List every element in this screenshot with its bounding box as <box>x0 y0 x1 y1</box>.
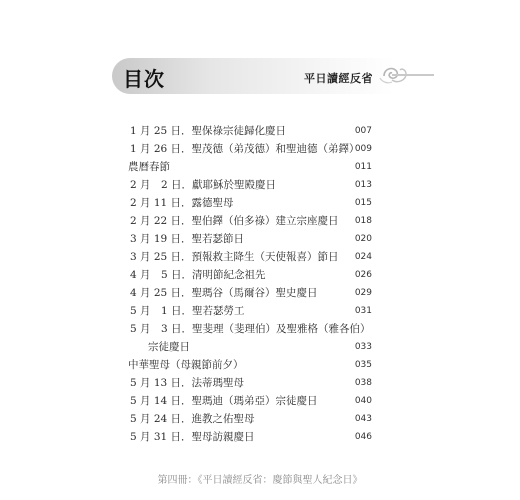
toc-title: 目次 <box>123 67 165 91</box>
toc-entry-page: 043 <box>354 414 372 424</box>
toc-entry-title: 農曆春節 <box>128 161 170 173</box>
toc-entry-title: 2 月 11 日．露德聖母 <box>130 197 234 209</box>
toc-entry-title: 5 月 13 日．法蒂瑪聖母 <box>130 377 245 389</box>
toc-entry[interactable] <box>130 428 372 446</box>
toc-entry-title: 5 月 31 日．聖母訪親慶日 <box>130 431 255 443</box>
toc-entry-title: 2 月 22 日．聖伯鐸（伯多祿）建立宗座慶日 <box>130 215 339 227</box>
toc-entry-page: 007 <box>354 126 372 136</box>
toc-entry[interactable] <box>130 140 372 158</box>
toc-entry[interactable] <box>128 356 372 374</box>
toc-entry[interactable] <box>130 320 372 338</box>
toc-entry-page: 024 <box>354 252 372 262</box>
series-title: 平日讀經反省 <box>304 72 373 85</box>
page-footer: 第四冊：《平日讀經反省：慶節與聖人紀念日》 <box>157 475 363 486</box>
toc-entry[interactable] <box>130 248 372 266</box>
toc-entry-title: 2 月 2 日．獻耶穌於聖殿慶日 <box>130 179 277 191</box>
toc-entry-title: 宗徒慶日 <box>148 341 190 353</box>
toc-entry-page: 009 <box>354 144 372 154</box>
toc-entry-page: 020 <box>354 234 372 244</box>
toc-entry-page: 035 <box>354 360 372 370</box>
toc-entry[interactable] <box>130 176 372 194</box>
toc-entry-page: 031 <box>354 306 372 316</box>
toc-entry-page: 046 <box>354 432 372 442</box>
toc-entry-title: 4 月 5 日．清明節紀念祖先 <box>130 269 266 281</box>
toc-entry-page: 029 <box>354 288 372 298</box>
toc-entry-title: 1 月 25 日．聖保祿宗徒歸化慶日 <box>130 125 287 137</box>
toc-entry-page: 011 <box>354 162 372 172</box>
toc-entry[interactable] <box>130 212 372 230</box>
toc-entry[interactable] <box>148 338 372 356</box>
toc-entry-title: 1 月 26 日．聖茂德（弟茂德）和聖迪德（弟鐸） <box>130 143 360 155</box>
toc-entry[interactable] <box>128 158 372 176</box>
toc-entry-page: 013 <box>354 180 372 190</box>
toc-entry[interactable] <box>130 266 372 284</box>
toc-entry-title: 中華聖母（母親節前夕） <box>128 359 244 371</box>
toc-entry-title: 4 月 25 日．聖瑪谷（馬爾谷）聖史慶日 <box>130 287 318 299</box>
toc-entry[interactable] <box>130 122 372 140</box>
header-line <box>392 74 434 76</box>
toc-entry[interactable] <box>130 230 372 248</box>
toc-entry[interactable] <box>130 392 372 410</box>
toc-entry-page: 040 <box>354 396 372 406</box>
toc-entry-page: 033 <box>354 342 372 352</box>
toc-entry-title: 5 月 3 日．聖斐理（斐理伯）及聖雅格（雅各伯） <box>130 323 371 335</box>
toc-entry[interactable] <box>130 374 372 392</box>
toc-entry-page: 026 <box>354 270 372 280</box>
toc-entry-page: 038 <box>354 378 372 388</box>
toc-entry-page: 018 <box>354 216 372 226</box>
toc-entry[interactable] <box>130 284 372 302</box>
toc-entry[interactable] <box>130 302 372 320</box>
toc-entry-title: 3 月 19 日．聖若瑟節日 <box>130 233 245 245</box>
toc-entry-title: 3 月 25 日．預報救主降生（天使報喜）節日 <box>130 251 339 263</box>
toc-entry-title: 5 月 14 日．聖瑪迪（瑪弟亞）宗徒慶日 <box>130 395 318 407</box>
toc-entry[interactable] <box>130 410 372 428</box>
toc-entry-title: 5 月 24 日．進教之佑聖母 <box>130 413 255 425</box>
toc-entry[interactable] <box>130 194 372 212</box>
toc-entry-title: 5 月 1 日．聖若瑟勞工 <box>130 305 245 317</box>
toc-entry-page: 015 <box>354 198 372 208</box>
